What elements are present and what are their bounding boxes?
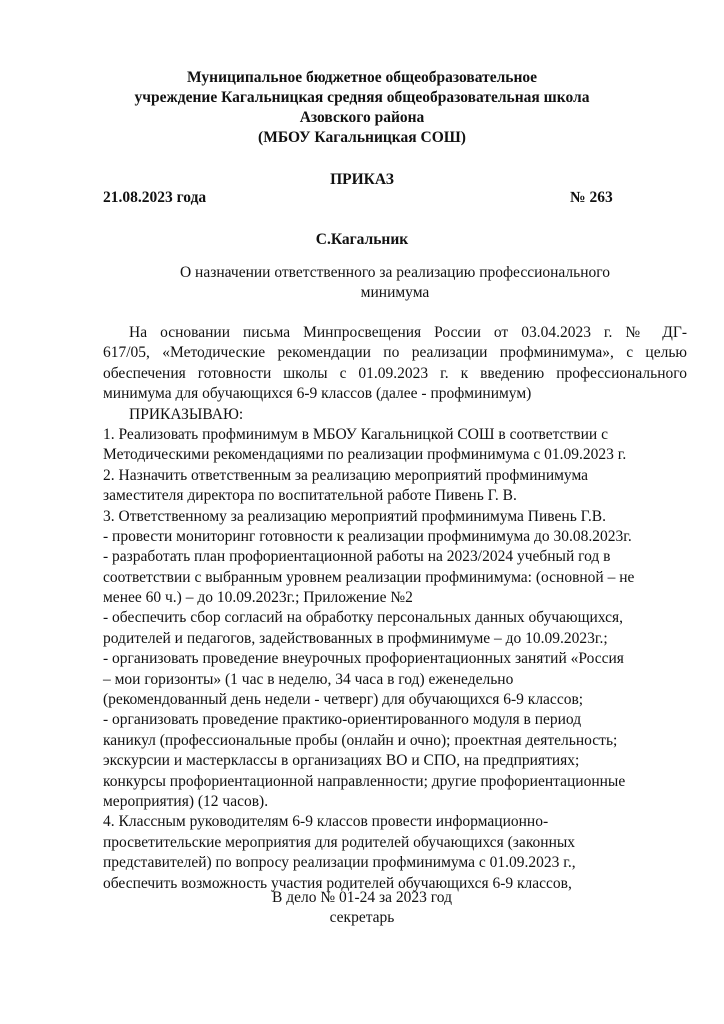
org-name-line-1: Муниципальное бюджетное общеобразовательное bbox=[186, 69, 538, 86]
body-line: - разработать план профориентационной работы на 2023/2024 учебный год в bbox=[103, 548, 611, 566]
body-line: 1. Реализовать профминимум в МБОУ Кагальницкой СОШ в соответствии с bbox=[103, 425, 608, 443]
body-line: обеспечить возможность участия родителей обучающихся 6-9 классов, bbox=[103, 874, 572, 892]
body-line: заместителя директора по воспитательной работе Пивень Г. В. bbox=[103, 487, 517, 505]
body-line: мероприятия) (12 часов). bbox=[103, 792, 269, 810]
body-line: ПРИКАЗЫВАЮ: bbox=[129, 405, 244, 423]
order-number: № 263 bbox=[570, 189, 613, 206]
organization-header bbox=[0, 68, 724, 148]
body-line: - провести мониторинг готовности к реализации профминимума до 30.08.2023г. bbox=[103, 527, 632, 545]
body-line: каникул (профессиональные пробы (онлайн и очно); проектная деятельность; bbox=[103, 731, 618, 749]
filing-note bbox=[0, 888, 724, 928]
body-line: менее 60 ч.) – до 10.09.2023г.; Приложение №2 bbox=[103, 589, 413, 607]
body-line: 617/05, «Методические рекомендации по реализации профминимума», с целью bbox=[103, 344, 687, 362]
body-line: соответствии с выбранным уровнем реализации профминимума: (основной – не bbox=[103, 568, 635, 586]
body-line: экскурсии и мастерклассы в организациях ВО и СПО, на предприятиях; bbox=[103, 752, 580, 770]
order-subject bbox=[140, 263, 650, 303]
body-line: 2. Назначить ответственным за реализацию мероприятий профминимума bbox=[103, 466, 589, 484]
order-body bbox=[103, 323, 687, 894]
filing-line-2: секретарь bbox=[329, 909, 395, 926]
subject-line-2: минимума bbox=[360, 284, 430, 301]
document-title: ПРИКАЗ bbox=[330, 171, 394, 188]
body-line: представителей) по вопросу реализации профминимума с 01.09.2023 г., bbox=[103, 854, 576, 872]
body-line: - организовать проведение практико-ориентированного модуля в период bbox=[103, 711, 582, 729]
body-line: минимума для обучающихся 6-9 классов (далее - профминимум) bbox=[103, 385, 532, 403]
org-name-line-4: (МБОУ Кагальницкая СОШ) bbox=[258, 129, 466, 146]
org-name-line-3: Азовского района bbox=[299, 109, 425, 126]
body-line: 4. Классным руководителям 6-9 классов провести информационно- bbox=[103, 813, 549, 831]
body-line: – мои горизонты» (1 час в неделю, 34 часа в год) еженедельно bbox=[103, 670, 514, 688]
body-line: - организовать проведение внеурочных профориентационных занятий «Россия bbox=[103, 650, 624, 668]
body-line: просветительские мероприятия для родителей обучающихся (законных bbox=[103, 833, 576, 851]
order-place: С.Кагальник bbox=[315, 231, 409, 248]
body-line: (рекомендованный день недели - четверг) для обучающихся 6-9 классов; bbox=[103, 691, 584, 709]
org-name-line-2: учреждение Кагальницкая средняя общеобразовательная школа bbox=[134, 89, 590, 106]
filing-line-1: В дело № 01-24 за 2023 год bbox=[272, 889, 452, 906]
body-line: конкурсы профориентационной направленности; другие профориентационные bbox=[103, 772, 626, 790]
body-line: - обеспечить сбор согласий на обработку персональных данных обучающихся, bbox=[103, 609, 624, 627]
body-line: 3. Ответственному за реализацию мероприятий профминимума Пивень Г.В. bbox=[103, 507, 606, 525]
body-line: родителей и педагогов, задействованных в профминимуме – до 10.09.2023г.; bbox=[103, 629, 608, 647]
order-date: 21.08.2023 года bbox=[103, 189, 207, 206]
body-line: Методическими рекомендациями по реализации профминимума с 01.09.2023 г. bbox=[103, 446, 627, 464]
body-line: обеспечения готовности школы с 01.09.2023 г. к введению профессионального bbox=[103, 364, 687, 382]
body-line: На основании письма Минпросвещения России от 03.04.2023 г. № ДГ- bbox=[129, 324, 687, 341]
subject-line-1: О назначении ответственного за реализацию профессионального bbox=[179, 264, 611, 281]
